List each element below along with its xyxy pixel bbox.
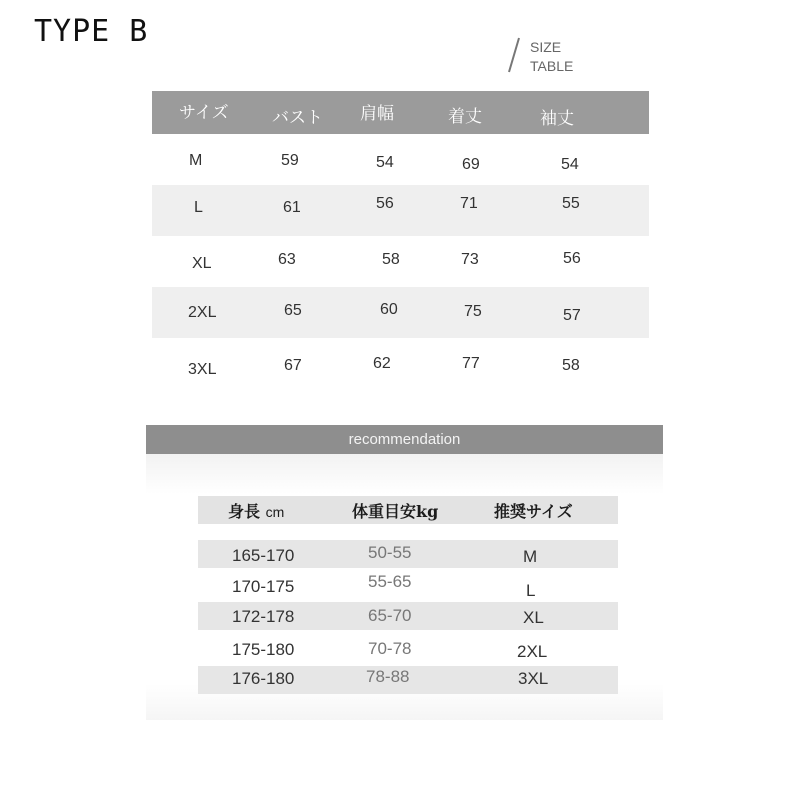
size-cell: L <box>194 199 203 216</box>
size-cell: XL <box>523 608 544 627</box>
header-bust: バスト <box>272 108 323 128</box>
height-cell: 165-170 <box>232 546 295 565</box>
header-height-unit: cm <box>265 504 285 520</box>
size-cell: 2XL <box>517 642 548 661</box>
recommendation-header <box>198 496 618 524</box>
bust-cell: 63 <box>278 251 296 268</box>
bust-cell: 61 <box>283 199 301 216</box>
header-length: 着丈 <box>448 107 482 127</box>
height-cell: 172-178 <box>232 607 295 626</box>
header-shoulder: 肩幅 <box>360 104 394 124</box>
height-cell: 170-175 <box>232 577 295 596</box>
recommendation-row <box>198 540 618 568</box>
weight-cell: 50-55 <box>368 543 412 562</box>
size-tag-line2: TABLE <box>530 58 574 74</box>
weight-cell: 55-65 <box>368 572 412 591</box>
length-cell: 77 <box>462 355 480 372</box>
recommendation-banner: recommendation <box>146 425 663 454</box>
slash-divider-icon <box>504 36 524 76</box>
bust-cell: 65 <box>284 302 302 319</box>
height-cell: 175-180 <box>232 640 295 659</box>
size-tag-line1: SIZE <box>530 39 562 55</box>
size-cell: 3XL <box>518 669 549 688</box>
type-title: TYPE B <box>34 14 149 49</box>
size-table <box>152 91 649 389</box>
size-table-header <box>152 91 649 134</box>
header-recommended-size: 推奨サイズ <box>494 502 573 521</box>
sleeve-cell: 57 <box>563 307 581 324</box>
sleeve-cell: 54 <box>561 156 579 173</box>
bust-cell: 67 <box>284 357 302 374</box>
size-cell: 2XL <box>188 304 217 321</box>
size-row <box>152 338 649 389</box>
shoulder-cell: 54 <box>376 154 394 171</box>
shoulder-cell: 56 <box>376 195 394 212</box>
size-row <box>152 236 649 287</box>
size-row <box>152 134 649 185</box>
length-cell: 71 <box>460 195 478 212</box>
recommendation-row <box>198 630 618 666</box>
recommendation-row <box>198 568 618 602</box>
sleeve-cell: 55 <box>562 195 580 212</box>
weight-cell: 65-70 <box>368 606 412 625</box>
shoulder-cell: 62 <box>373 355 391 372</box>
header-sleeve: 袖丈 <box>540 109 574 129</box>
size-table-tag <box>504 36 594 76</box>
header-height-label: 身長 <box>228 502 261 521</box>
recommendation-row <box>198 602 618 630</box>
bust-cell: 59 <box>281 152 299 169</box>
size-cell: L <box>526 581 536 600</box>
size-tag-text <box>530 38 573 76</box>
length-cell: 69 <box>462 156 480 173</box>
size-row <box>152 287 649 338</box>
header-height <box>228 499 284 522</box>
header-weight: 体重目安kg <box>352 502 439 521</box>
shoulder-cell: 60 <box>380 301 398 318</box>
size-row <box>152 185 649 236</box>
shoulder-cell: 58 <box>382 251 400 268</box>
header-size: サイズ <box>179 103 229 123</box>
weight-cell: 78-88 <box>366 667 410 686</box>
header-spacer <box>198 524 618 540</box>
recommendation-table <box>198 496 618 694</box>
weight-cell: 70-78 <box>368 639 412 658</box>
length-cell: 75 <box>464 303 482 320</box>
size-cell: XL <box>192 255 212 272</box>
length-cell: 73 <box>461 251 479 268</box>
size-cell: M <box>523 547 538 566</box>
sleeve-cell: 56 <box>563 250 581 267</box>
sleeve-cell: 58 <box>562 357 580 374</box>
size-cell: M <box>189 152 203 169</box>
recommendation-row <box>198 666 618 694</box>
size-cell: 3XL <box>188 361 217 378</box>
height-cell: 176-180 <box>232 669 295 688</box>
